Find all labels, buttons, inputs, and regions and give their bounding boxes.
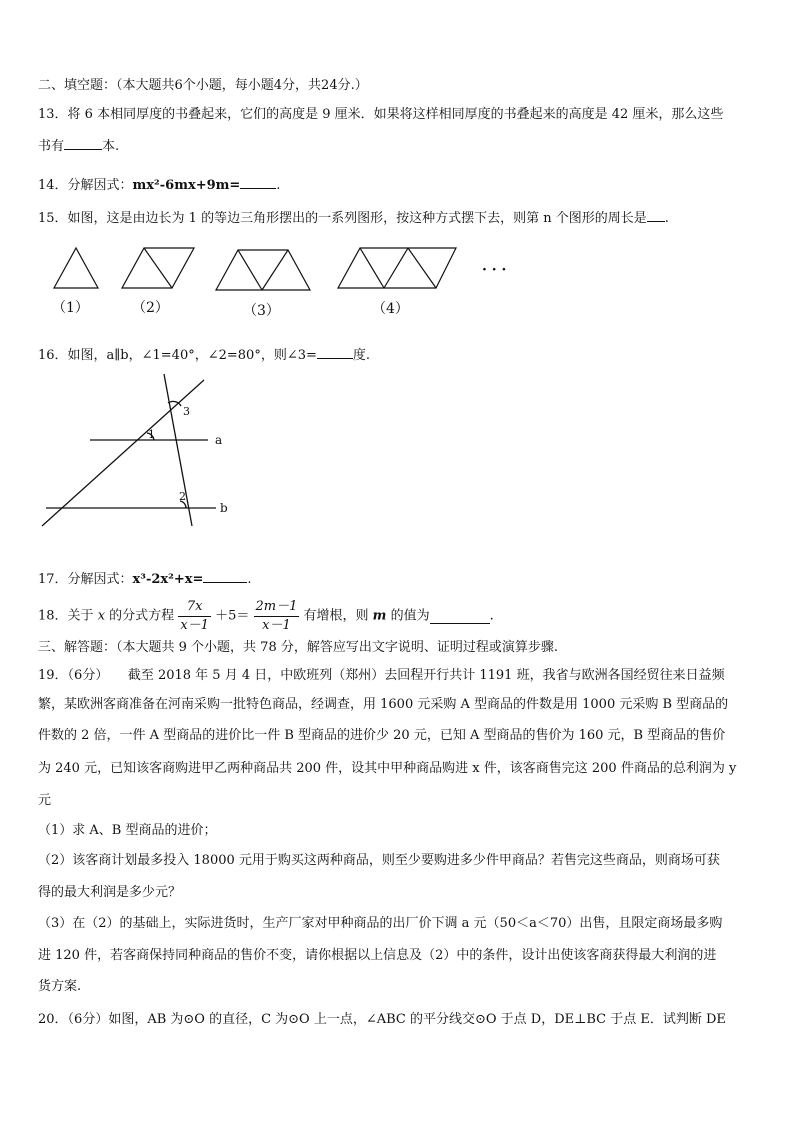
- angle-3-label: 3: [183, 405, 190, 418]
- q18-var-m: m: [372, 608, 387, 624]
- q18-suffix: .: [489, 608, 494, 624]
- triangle-pattern-figure: [40, 240, 520, 296]
- figure-3-divider-1: [238, 250, 262, 290]
- q18-line: [38, 598, 494, 635]
- q17-suffix: .: [247, 572, 252, 587]
- line-a-label: a: [215, 433, 223, 447]
- figure-ellipsis: · · ·: [482, 262, 507, 278]
- q18-tail: 的值为: [390, 608, 430, 624]
- q19-sub3-line-2: 进 120 件，若客商保持同种商品的售价不变，请你根据以上信息及（2）中的条件，设计出使该客商获得最大利润的进: [38, 948, 717, 963]
- angle-1-label: 1: [148, 428, 155, 441]
- q19-sub3-line-3: 货方案.: [38, 979, 82, 994]
- q19-sub2-line-2: 得的最大利润是多少元？: [38, 885, 182, 900]
- q14-expression: mx²-6mx+9m=: [132, 178, 241, 193]
- q18-plus-equals: ＋5＝: [215, 608, 250, 624]
- figure-2-divider: [144, 248, 172, 288]
- q19-line-4: 为 240 元，已知该客商购进甲乙两种商品共 200 件，设其中甲种商品购进 x 件，该客商售完这 200 件商品的总利润为 y: [38, 761, 737, 776]
- parallel-lines-figure: [40, 370, 240, 530]
- q17-expression: x³-2x²+x=: [132, 572, 204, 587]
- q18-fraction-1: [178, 598, 211, 635]
- q14-answer-blank[interactable]: [240, 175, 276, 189]
- q14-prefix: 14．分解因式：: [38, 178, 133, 193]
- q13-line2: [38, 136, 119, 155]
- figure-3-label: （3）: [243, 303, 280, 319]
- q13-line1: 13．将 6 本相同厚度的书叠起来，它们的高度是 9 厘米．如果将这样相同厚度的书叠起来的高度是 42 厘米，那么这些: [38, 107, 724, 122]
- figure-1-label: （1）: [52, 300, 89, 316]
- q19-sub2-line-1: （2）该客商计划最多投入 18000 元用于购买这两种商品，则至少要购进多少件甲商品？若售完这些商品，则商场可获: [38, 853, 720, 868]
- q18-frac1-numerator: 7x: [178, 598, 211, 617]
- q14-line: [38, 175, 280, 194]
- q19-sub1: （1）求 A、B 型商品的进价；: [38, 823, 217, 838]
- figure-4-parallelogram: [338, 248, 456, 288]
- q19-line-1: 19．（6分） 截至 2018 年 5 月 4 日，中欧班列（郑州）去回程开行共计 1191 班，我省与欧洲各国经贸往来日益频: [38, 668, 725, 683]
- angle-2-label: 2: [179, 490, 186, 503]
- q18-after: 有增根，则: [303, 608, 369, 624]
- q16-suffix: 度.: [352, 348, 371, 363]
- transversal-1: [42, 380, 204, 526]
- q16-text: 16．如图，a∥b，∠1=40°，∠2=80°，则∠3=: [38, 348, 317, 363]
- q13-answer-blank[interactable]: [64, 136, 102, 150]
- figure-4-divider-3: [408, 248, 436, 288]
- q15-suffix: .: [664, 211, 669, 226]
- figure-3-trapezoid: [216, 250, 310, 290]
- q17-line: [38, 569, 252, 588]
- q18-frac1-denominator: x－1: [180, 618, 209, 633]
- q18-frac2-numerator: 2m－1: [254, 598, 300, 617]
- q20-line-1: 20．（6分）如图，AB 为⊙O 的直径，C 为⊙O 上一点，∠ABC 的平分线交⊙O 于点 D，DE⊥BC 于点 E．试判断 DE: [38, 1012, 726, 1027]
- q13-text-b: 本.: [102, 139, 120, 154]
- transversal-2: [164, 374, 192, 526]
- figure-1-triangle: [54, 248, 98, 288]
- q19-line-5: 元: [38, 793, 52, 808]
- q15-line: [38, 208, 669, 227]
- q15-text: 15．如图，这是由边长为 1 的等边三角形摆出的一系列图形，按这种方式摆下去，则第 n 个图形的周长是: [38, 211, 647, 226]
- q18-fraction-2: [254, 598, 300, 635]
- q17-prefix: 17．分解因式：: [38, 572, 133, 587]
- figure-4-divider-1: [360, 248, 384, 288]
- q14-suffix: .: [276, 178, 281, 193]
- figure-3-divider-2: [262, 250, 288, 290]
- figure-2-label: （2）: [132, 300, 169, 316]
- q16-line: [38, 345, 370, 364]
- line-b-label: b: [220, 501, 228, 515]
- figure-4-label: （4）: [372, 301, 409, 317]
- q18-frac2-denominator: x－1: [262, 618, 291, 633]
- q16-answer-blank[interactable]: [317, 345, 353, 359]
- q19-line-3: 件数的 2 倍，一件 A 型商品的进价比一件 B 型商品的进价少 20 元，已知 A 型商品的售价为 160 元，B 型商品的售价: [38, 728, 726, 743]
- section-heading-solutions: 三、解答题：（本大题共 9 个小题，共 78 分，解答应写出文字说明、证明过程或演算步骤.: [38, 640, 558, 655]
- q17-answer-blank[interactable]: [203, 569, 247, 583]
- q19-line-2: 繁，某欧洲客商准备在河南采购一批特色商品，经调查，用 1600 元采购 A 型商品的件数是用 1000 元采购 B 型商品的: [38, 697, 729, 712]
- q18-var-x: x: [97, 608, 106, 624]
- q18-mid: 的分式方程: [109, 608, 175, 624]
- section-heading-fill-blank: 二、填空题：（本大题共6个小题，每小题4分，共24分.）: [38, 78, 368, 93]
- q15-answer-blank[interactable]: [647, 208, 665, 222]
- q18-prefix: 18．关于: [38, 608, 94, 624]
- q19-sub3-line-1: （3）在（2）的基础上，实际进货时，生产厂家对甲种商品的出厂价下调 a 元（50＜a＜70）出售，且限定商场最多购: [38, 916, 723, 931]
- q18-answer-blank[interactable]: [430, 610, 490, 624]
- q13-text-a: 书有: [38, 139, 65, 154]
- figure-4-divider-2: [384, 248, 408, 288]
